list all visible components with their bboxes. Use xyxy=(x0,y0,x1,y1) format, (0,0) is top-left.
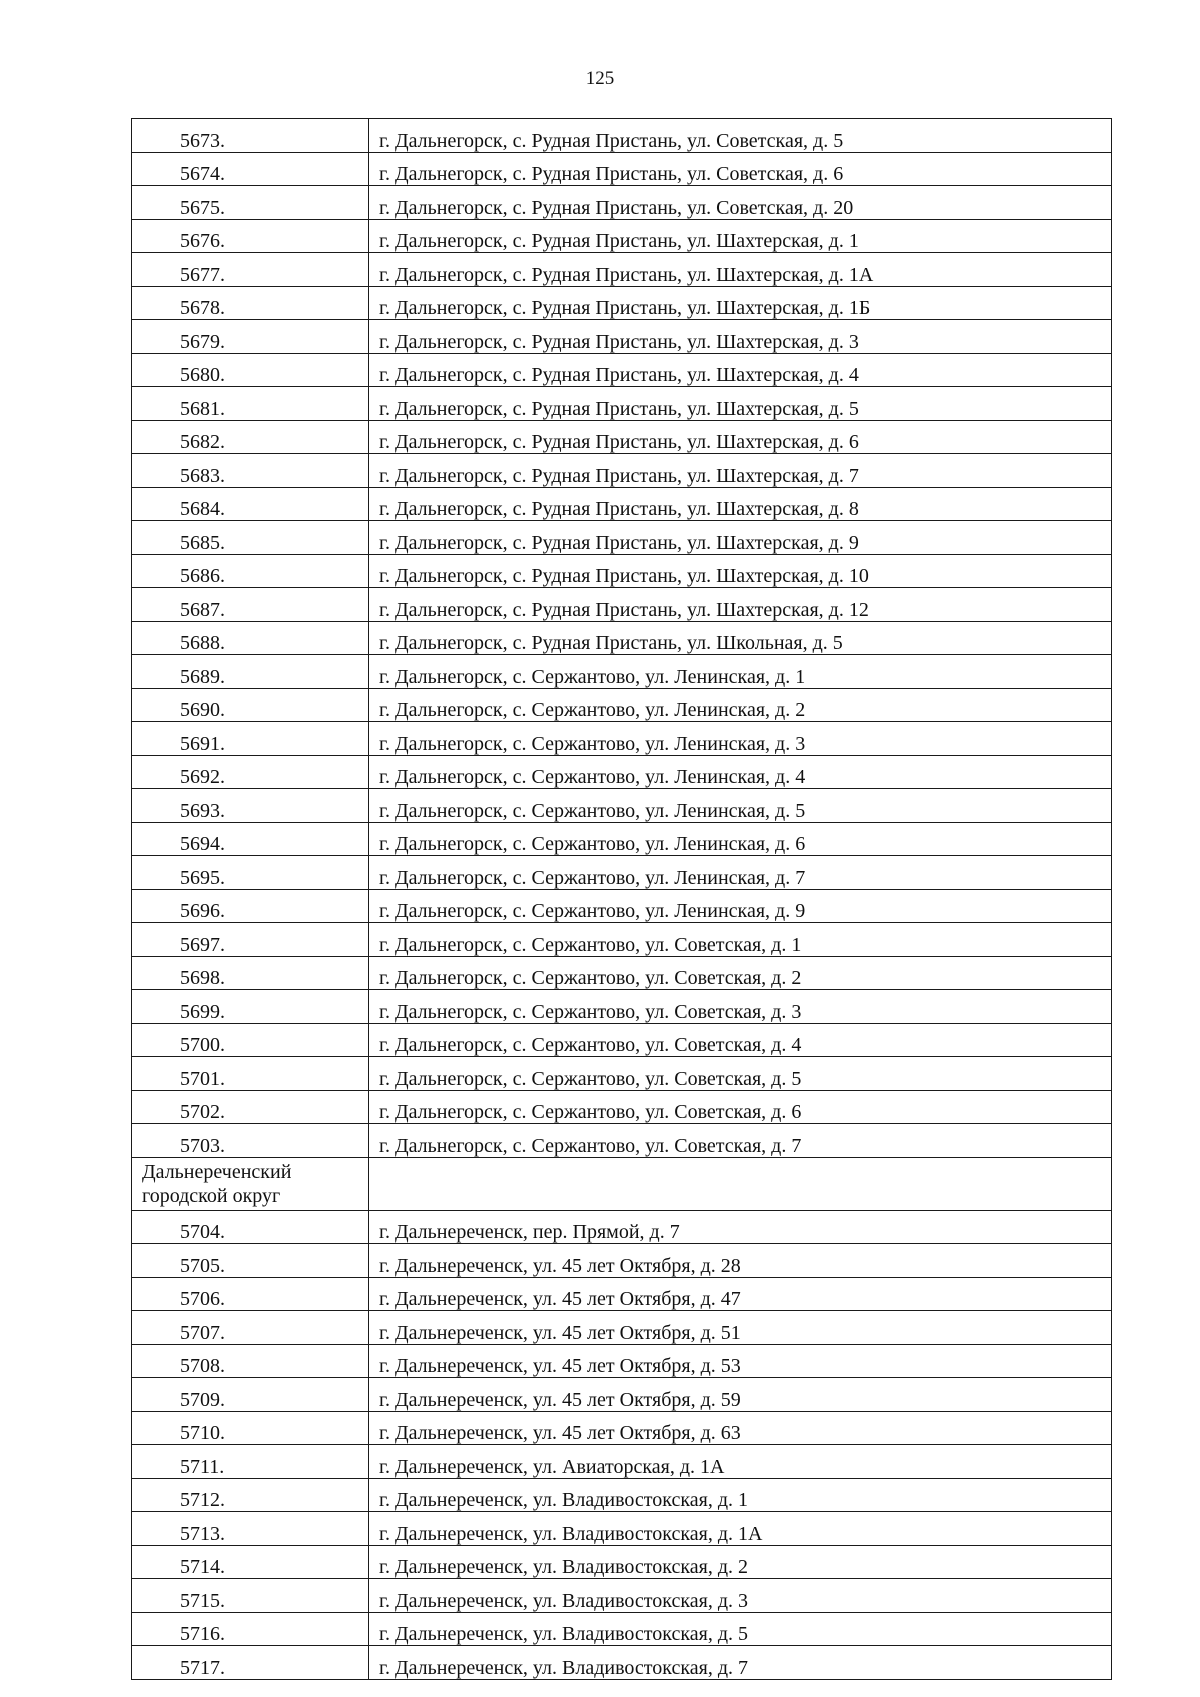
section-row xyxy=(132,1157,1112,1210)
row-number: 5710. xyxy=(132,1411,369,1445)
table-row xyxy=(132,152,1112,186)
table-row xyxy=(132,722,1112,756)
row-number: 5709. xyxy=(132,1378,369,1412)
table-row xyxy=(132,655,1112,689)
row-address: г. Дальнегорск, с. Сержантово, ул. Ленинская, д. 9 xyxy=(369,889,1112,923)
row-number: 5708. xyxy=(132,1344,369,1378)
table-row xyxy=(132,521,1112,555)
table-row xyxy=(132,923,1112,957)
table-row xyxy=(132,219,1112,253)
address-table xyxy=(131,118,1112,1680)
row-address: г. Дальнегорск, с. Сержантово, ул. Ленинская, д. 1 xyxy=(369,655,1112,689)
row-address: г. Дальнегорск, с. Сержантово, ул. Ленинская, д. 2 xyxy=(369,688,1112,722)
row-address: г. Дальнегорск, с. Рудная Пристань, ул. Советская, д. 5 xyxy=(369,119,1112,153)
row-address: г. Дальнегорск, с. Сержантово, ул. Советская, д. 3 xyxy=(369,990,1112,1024)
row-address: г. Дальнереченск, пер. Прямой, д. 7 xyxy=(369,1210,1112,1244)
row-number: 5705. xyxy=(132,1244,369,1278)
table-row xyxy=(132,956,1112,990)
row-address: г. Дальнереченск, ул. 45 лет Октября, д. 63 xyxy=(369,1411,1112,1445)
row-number: 5690. xyxy=(132,688,369,722)
row-address: г. Дальнереченск, ул. 45 лет Октября, д. 59 xyxy=(369,1378,1112,1412)
row-address: г. Дальнегорск, с. Рудная Пристань, ул. Шахтерская, д. 8 xyxy=(369,487,1112,521)
row-address: г. Дальнереченск, ул. Владивостокская, д. 2 xyxy=(369,1545,1112,1579)
table-row xyxy=(132,621,1112,655)
row-address: г. Дальнегорск, с. Сержантово, ул. Ленинская, д. 6 xyxy=(369,822,1112,856)
row-number: 5679. xyxy=(132,320,369,354)
table-row xyxy=(132,1344,1112,1378)
table-row xyxy=(132,1124,1112,1158)
table-row xyxy=(132,1478,1112,1512)
row-address: г. Дальнегорск, с. Сержантово, ул. Ленинская, д. 3 xyxy=(369,722,1112,756)
table-row xyxy=(132,1579,1112,1613)
row-address: г. Дальнегорск, с. Рудная Пристань, ул. Шахтерская, д. 10 xyxy=(369,554,1112,588)
address-rows-dalnegorsk xyxy=(132,119,1112,1158)
row-number: 5715. xyxy=(132,1579,369,1613)
table-row xyxy=(132,1090,1112,1124)
table-row xyxy=(132,1277,1112,1311)
row-address: г. Дальнегорск, с. Рудная Пристань, ул. Советская, д. 6 xyxy=(369,152,1112,186)
row-number: 5682. xyxy=(132,420,369,454)
table-row xyxy=(132,1311,1112,1345)
row-number: 5684. xyxy=(132,487,369,521)
table-row xyxy=(132,387,1112,421)
row-address: г. Дальнереченск, ул. 45 лет Октября, д. 47 xyxy=(369,1277,1112,1311)
row-address: г. Дальнегорск, с. Рудная Пристань, ул. Шахтерская, д. 6 xyxy=(369,420,1112,454)
table-row xyxy=(132,755,1112,789)
row-number: 5673. xyxy=(132,119,369,153)
table-row xyxy=(132,588,1112,622)
table-row xyxy=(132,688,1112,722)
row-number: 5713. xyxy=(132,1512,369,1546)
row-number: 5714. xyxy=(132,1545,369,1579)
row-address: г. Дальнегорск, с. Рудная Пристань, ул. Шахтерская, д. 5 xyxy=(369,387,1112,421)
row-number: 5685. xyxy=(132,521,369,555)
row-address: г. Дальнереченск, ул. 45 лет Октября, д. 28 xyxy=(369,1244,1112,1278)
row-number: 5712. xyxy=(132,1478,369,1512)
row-address: г. Дальнегорск, с. Рудная Пристань, ул. Шахтерская, д. 1А xyxy=(369,253,1112,287)
table-row xyxy=(132,420,1112,454)
row-number: 5689. xyxy=(132,655,369,689)
row-address: г. Дальнегорск, с. Сержантово, ул. Ленинская, д. 7 xyxy=(369,856,1112,890)
row-number: 5704. xyxy=(132,1210,369,1244)
row-address: г. Дальнегорск, с. Рудная Пристань, ул. Шахтерская, д. 12 xyxy=(369,588,1112,622)
row-address: г. Дальнереченск, ул. 45 лет Октября, д. 51 xyxy=(369,1311,1112,1345)
row-address: г. Дальнегорск, с. Рудная Пристань, ул. Школьная, д. 5 xyxy=(369,621,1112,655)
row-number: 5701. xyxy=(132,1057,369,1091)
table-row xyxy=(132,1244,1112,1278)
row-address: г. Дальнегорск, с. Сержантово, ул. Советская, д. 6 xyxy=(369,1090,1112,1124)
row-number: 5699. xyxy=(132,990,369,1024)
table-row xyxy=(132,1210,1112,1244)
row-address: г. Дальнегорск, с. Рудная Пристань, ул. Шахтерская, д. 9 xyxy=(369,521,1112,555)
table-row xyxy=(132,889,1112,923)
table-row xyxy=(132,487,1112,521)
row-address: г. Дальнегорск, с. Сержантово, ул. Советская, д. 1 xyxy=(369,923,1112,957)
table-row xyxy=(132,1612,1112,1646)
table-row xyxy=(132,454,1112,488)
row-number: 5706. xyxy=(132,1277,369,1311)
table-row xyxy=(132,822,1112,856)
row-address: г. Дальнегорск, с. Сержантово, ул. Советская, д. 5 xyxy=(369,1057,1112,1091)
row-address: г. Дальнереченск, ул. Владивостокская, д. 5 xyxy=(369,1612,1112,1646)
row-number: 5697. xyxy=(132,923,369,957)
row-number: 5693. xyxy=(132,789,369,823)
row-number: 5707. xyxy=(132,1311,369,1345)
section-title: Дальнереченский городской округ xyxy=(132,1157,369,1210)
row-number: 5696. xyxy=(132,889,369,923)
row-address: г. Дальнегорск, с. Сержантово, ул. Ленинская, д. 4 xyxy=(369,755,1112,789)
row-address: г. Дальнереченск, ул. Владивостокская, д. 7 xyxy=(369,1646,1112,1680)
table-row xyxy=(132,789,1112,823)
row-number: 5703. xyxy=(132,1124,369,1158)
table-row xyxy=(132,186,1112,220)
row-number: 5681. xyxy=(132,387,369,421)
row-address: г. Дальнегорск, с. Сержантово, ул. Советская, д. 2 xyxy=(369,956,1112,990)
row-number: 5678. xyxy=(132,286,369,320)
row-number: 5698. xyxy=(132,956,369,990)
row-number: 5700. xyxy=(132,1023,369,1057)
row-number: 5691. xyxy=(132,722,369,756)
row-address: г. Дальнереченск, ул. Владивостокская, д. 1 xyxy=(369,1478,1112,1512)
row-number: 5683. xyxy=(132,454,369,488)
row-address: г. Дальнегорск, с. Сержантово, ул. Советская, д. 7 xyxy=(369,1124,1112,1158)
row-number: 5717. xyxy=(132,1646,369,1680)
row-number: 5716. xyxy=(132,1612,369,1646)
section-header xyxy=(132,1157,1112,1210)
row-address: г. Дальнегорск, с. Рудная Пристань, ул. Шахтерская, д. 4 xyxy=(369,353,1112,387)
row-number: 5695. xyxy=(132,856,369,890)
table-row xyxy=(132,1057,1112,1091)
row-address: г. Дальнереченск, ул. Владивостокская, д. 3 xyxy=(369,1579,1112,1613)
row-address: г. Дальнереченск, ул. Авиаторская, д. 1А xyxy=(369,1445,1112,1479)
row-number: 5688. xyxy=(132,621,369,655)
row-number: 5702. xyxy=(132,1090,369,1124)
address-rows-dalnerechensk xyxy=(132,1210,1112,1679)
row-number: 5676. xyxy=(132,219,369,253)
table-row xyxy=(132,990,1112,1024)
table-row xyxy=(132,554,1112,588)
row-address: г. Дальнегорск, с. Рудная Пристань, ул. Шахтерская, д. 7 xyxy=(369,454,1112,488)
page-number: 125 xyxy=(585,68,615,89)
row-number: 5711. xyxy=(132,1445,369,1479)
row-number: 5677. xyxy=(132,253,369,287)
table-row xyxy=(132,856,1112,890)
row-number: 5675. xyxy=(132,186,369,220)
row-address: г. Дальнереченск, ул. 45 лет Октября, д. 53 xyxy=(369,1344,1112,1378)
row-address: г. Дальнереченск, ул. Владивостокская, д. 1А xyxy=(369,1512,1112,1546)
row-address: г. Дальнегорск, с. Рудная Пристань, ул. Шахтерская, д. 1Б xyxy=(369,286,1112,320)
row-address: г. Дальнегорск, с. Рудная Пристань, ул. Шахтерская, д. 3 xyxy=(369,320,1112,354)
row-number: 5674. xyxy=(132,152,369,186)
row-address: г. Дальнегорск, с. Рудная Пристань, ул. Советская, д. 20 xyxy=(369,186,1112,220)
table-row xyxy=(132,1378,1112,1412)
table-row xyxy=(132,286,1112,320)
section-address xyxy=(369,1157,1112,1210)
row-number: 5687. xyxy=(132,588,369,622)
table-row xyxy=(132,1646,1112,1680)
table-row xyxy=(132,1512,1112,1546)
table-row xyxy=(132,1411,1112,1445)
table-row xyxy=(132,1445,1112,1479)
table-row xyxy=(132,253,1112,287)
row-address: г. Дальнегорск, с. Сержантово, ул. Советская, д. 4 xyxy=(369,1023,1112,1057)
table-row xyxy=(132,353,1112,387)
row-number: 5686. xyxy=(132,554,369,588)
table-row xyxy=(132,1023,1112,1057)
row-number: 5692. xyxy=(132,755,369,789)
table-row xyxy=(132,1545,1112,1579)
table-row xyxy=(132,320,1112,354)
table-row xyxy=(132,119,1112,153)
row-number: 5680. xyxy=(132,353,369,387)
row-address: г. Дальнегорск, с. Сержантово, ул. Ленинская, д. 5 xyxy=(369,789,1112,823)
row-address: г. Дальнегорск, с. Рудная Пристань, ул. Шахтерская, д. 1 xyxy=(369,219,1112,253)
row-number: 5694. xyxy=(132,822,369,856)
